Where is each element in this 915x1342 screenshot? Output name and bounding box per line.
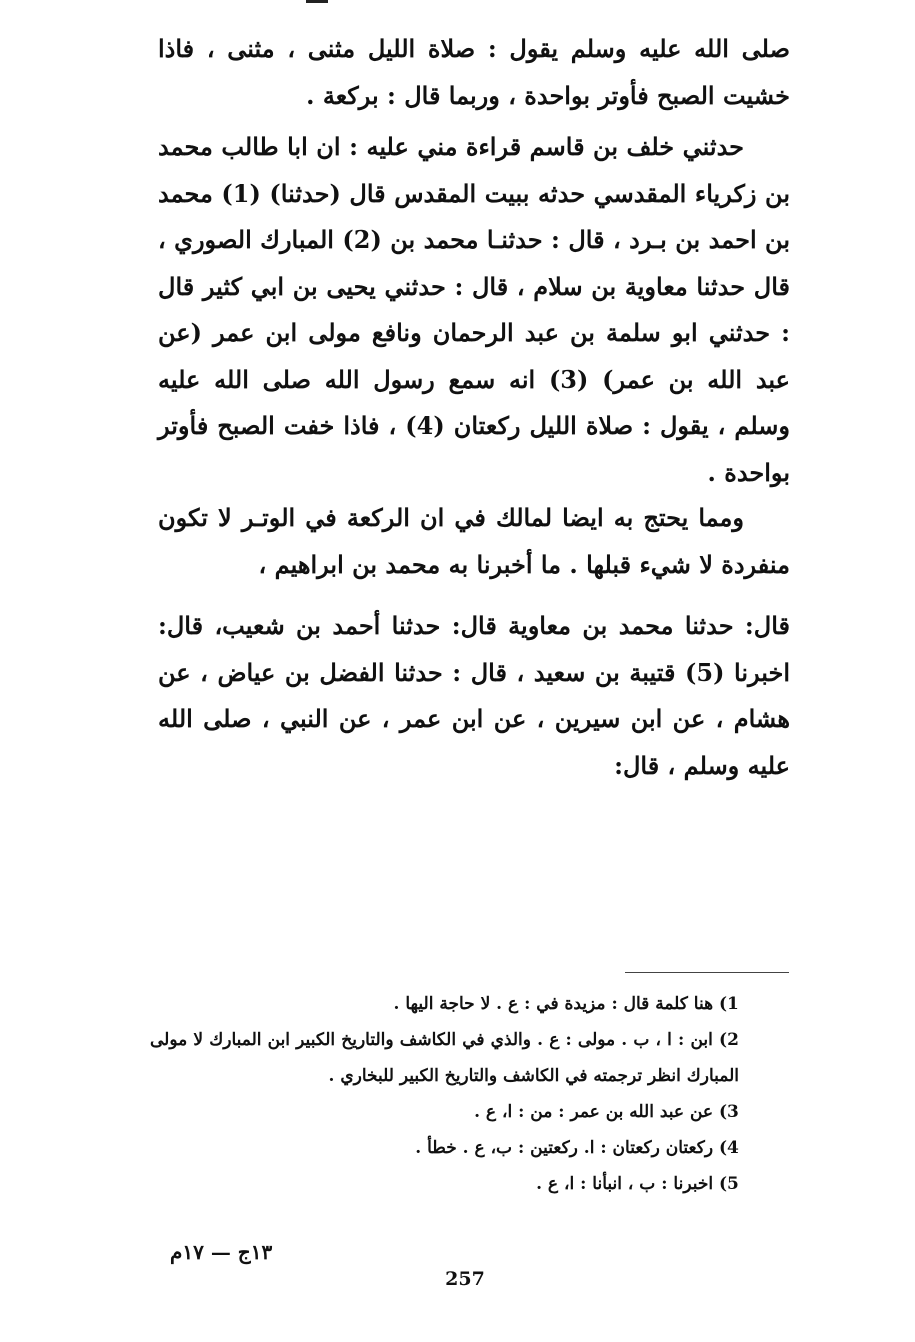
footnote-text: ابن : ا ، ب . مولى : ع . والذي في الكاشف والتاريخ الكبير ابن المبارك لا مولى المبارك انظر ترجمته في الكاشف والتاريخ الكبير للبخاري . bbox=[150, 1030, 739, 1086]
footnote-2 bbox=[150, 1022, 739, 1094]
paragraph-2-text: حدثني خلف بن قاسم قراءة مني عليه : ان ابا طالب محمد بن زكرياء المقدسي حدثه ببيت المقدس قال (حدثنا) (1) محمد بن احمد بن بـرد ، قال : حدثنـا محمد بن (2) المبارك الصوري ، قال حدثنا معاوية بن سلام ، قال : حدثني يحيى بن ابي كثير قال : حدثني ابو سلمة بن عبد الرحمان ونافع مولى ابن عمر (عن عبد الله بن عمر) (3) انه سمع رسول الله صلى الله عليه وسلم ، يقول : صلاة الليل ركعتان (4) ، فاذا خفت الصبح فأوتر بواحدة . bbox=[158, 132, 791, 487]
footnote-text: اخبرنا : ب ، انبأنا : ا، ع . bbox=[536, 1174, 714, 1194]
footnote-text: عن عبد الله بن عمر : من : ا، ع . bbox=[474, 1102, 714, 1122]
paragraph-3-text: ومما يحتج به ايضا لمالك في ان الركعة في الوتـر لا تكون منفردة لا شيء قبلها . ما أخبرنا به محمد بن ابراهيم ، bbox=[158, 503, 790, 579]
footnote-text: ركعتان ركعتان : ا. ركعتين : ب، ع . خطأ . bbox=[415, 1138, 714, 1158]
footnote-1 bbox=[394, 986, 739, 1022]
footnote-number: 5) bbox=[719, 1174, 739, 1194]
footnote-number: 1) bbox=[719, 994, 739, 1014]
footnote-number: 2) bbox=[719, 1030, 739, 1050]
paragraph-1: صلى الله عليه وسلم يقول : صلاة الليل مثنى ، مثنى ، فاذا خشيت الصبح فأوتر بواحدة ، وربما قال : بركعة . bbox=[158, 34, 790, 110]
top-edge-mark bbox=[306, 0, 328, 3]
footnote-5 bbox=[536, 1166, 739, 1202]
footnote-number: 3) bbox=[719, 1102, 739, 1122]
signature-mark: ١٣ج — ١٧م bbox=[170, 1240, 273, 1264]
paragraph-4: قال: حدثنا محمد بن معاوية قال: حدثنا أحمد بن شعيب، قال: اخبرنا (5) قتيبة بن سعيد ، قال : حدثنا الفضل بن عياض ، عن هشام ، عن ابن سيرين ، عن ابن عمر ، عن النبي ، صلى الله عليه وسلم ، قال: bbox=[158, 611, 790, 780]
footnote-text: هنا كلمة قال : مزيدة في : ع . لا حاجة اليها . bbox=[393, 994, 714, 1014]
footnote-number: 4) bbox=[719, 1138, 739, 1158]
footnote-separator bbox=[625, 972, 789, 973]
paragraph-2 bbox=[158, 124, 790, 496]
page-number: 257 bbox=[445, 1268, 485, 1290]
footnote-4 bbox=[415, 1130, 739, 1166]
paragraph-3 bbox=[158, 495, 790, 588]
footnote-3 bbox=[474, 1094, 739, 1130]
